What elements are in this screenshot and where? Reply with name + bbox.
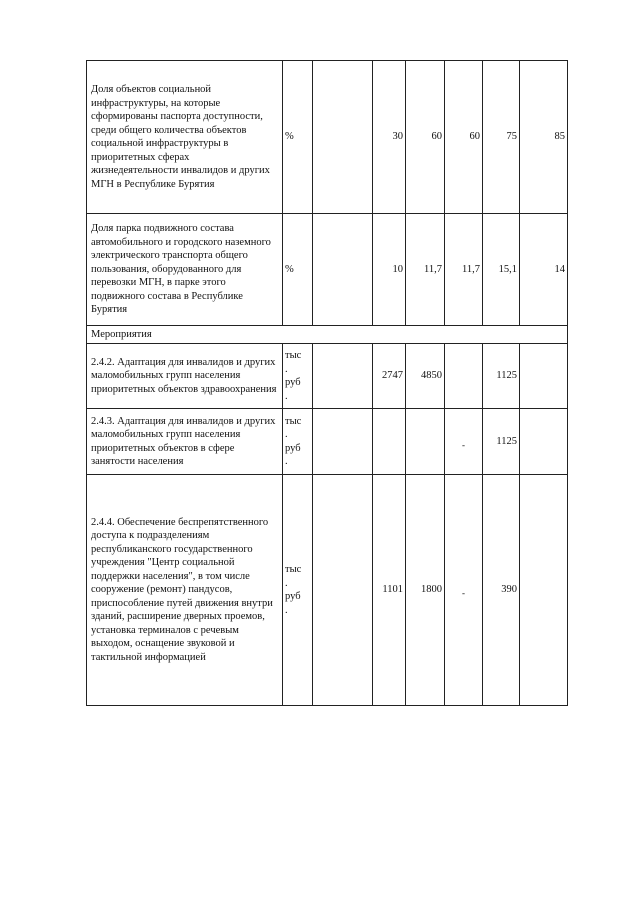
value-cell: 11,7 — [445, 214, 483, 326]
value-cell — [445, 344, 483, 409]
table-row — [87, 344, 568, 409]
unit-cell: % — [283, 61, 313, 214]
value-cell: 14 — [520, 214, 568, 326]
value-cell: 1800 — [406, 475, 445, 706]
indicator-name: Доля парка подвижного состава автомобильного и городского наземного электрического транспорта общего пользования, оборудованного для перевозки МГН, в парке этого подвижного состава в Республике Бурятия — [87, 214, 283, 326]
unit-cell: тыс . руб . — [283, 344, 313, 409]
unit-cell: % — [283, 214, 313, 326]
indicator-name: Доля объектов социальной инфраструктуры, на которые сформированы паспорта доступности, среди общего количества объектов социальной инфраструктуры в приоритетных сферах жизнедеятельности инвалидов и других МГН в Республике Бурятия — [87, 61, 283, 214]
table-row — [87, 409, 568, 475]
value-cell: 85 — [520, 61, 568, 214]
value-cell: 60 — [445, 61, 483, 214]
value-cell — [313, 475, 373, 706]
value-cell: 10 — [373, 214, 406, 326]
indicators-table — [86, 60, 568, 706]
table-row — [87, 475, 568, 706]
value-cell — [373, 409, 406, 475]
value-cell: - — [445, 409, 483, 475]
activity-name: 2.4.3. Адаптация для инвалидов и других маломобильных групп населения приоритетных объектов в сфере занятости населения — [87, 409, 283, 475]
table-row — [87, 61, 568, 214]
value-cell — [313, 61, 373, 214]
section-header: Мероприятия — [87, 326, 568, 344]
value-cell: 2747 — [373, 344, 406, 409]
activity-name: 2.4.4. Обеспечение беспрепятственного доступа к подразделениям республиканского государственного учреждения "Центр социальной поддержки населения", в том числе сооружение (ремонт) пандусов, приспособление путей движения внутри зданий, расширение дверных проемов, установка терминалов с речевым выходом, оснащение звуковой и тактильной информацией — [87, 475, 283, 706]
value-cell: 1125 — [483, 409, 520, 475]
table-row — [87, 214, 568, 326]
value-cell — [313, 409, 373, 475]
unit-cell: тыс . руб . — [283, 409, 313, 475]
unit-cell: тыс . руб . — [283, 475, 313, 706]
value-cell — [313, 214, 373, 326]
value-cell: 390 — [483, 475, 520, 706]
section-header-row — [87, 326, 568, 344]
value-cell — [520, 475, 568, 706]
value-cell — [520, 409, 568, 475]
value-cell: 15,1 — [483, 214, 520, 326]
activity-name: 2.4.2. Адаптация для инвалидов и других маломобильных групп населения приоритетных объектов здравоохранения — [87, 344, 283, 409]
value-cell: 4850 — [406, 344, 445, 409]
value-cell — [520, 344, 568, 409]
value-cell: 11,7 — [406, 214, 445, 326]
value-cell: - — [445, 475, 483, 706]
value-cell: 30 — [373, 61, 406, 214]
value-cell: 1125 — [483, 344, 520, 409]
value-cell — [406, 409, 445, 475]
value-cell: 75 — [483, 61, 520, 214]
value-cell — [313, 344, 373, 409]
value-cell: 60 — [406, 61, 445, 214]
value-cell: 1101 — [373, 475, 406, 706]
